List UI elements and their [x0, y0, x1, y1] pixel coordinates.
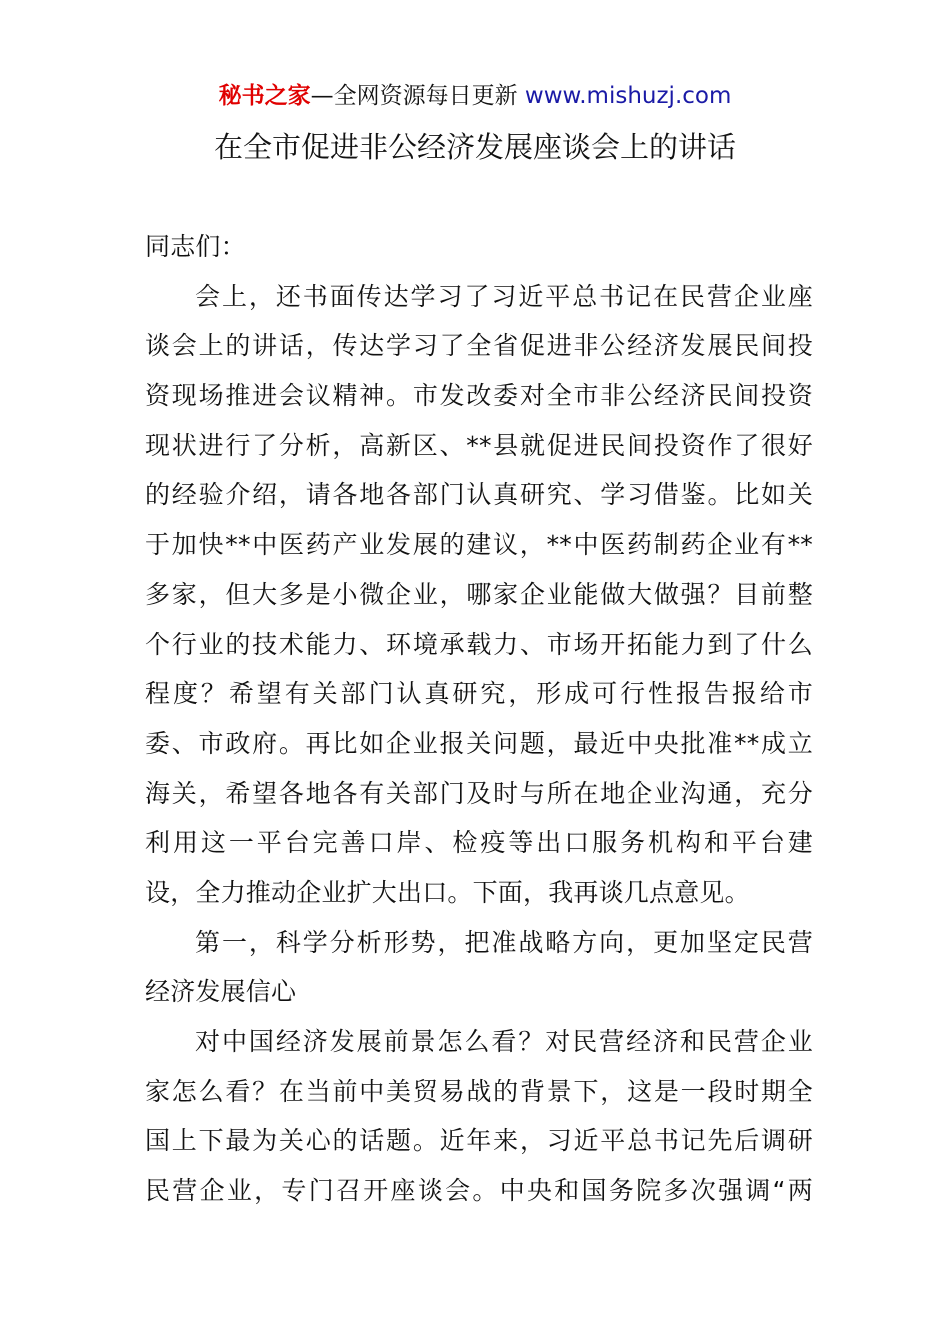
section-heading-line: 经济发展信心: [145, 977, 297, 1007]
paragraph-line: 委、市政府。再比如企业报关问题，最近中央批准**成立: [145, 728, 813, 758]
paragraph-line: 民营企业，专门召开座谈会。中央和国务院多次强调“两: [145, 1176, 813, 1206]
watermark-header: [0, 80, 950, 112]
paragraph-line: 个行业的技术能力、环境承载力、市场开拓能力到了什么: [145, 629, 813, 659]
header-tagline: —全网资源每日更新: [310, 83, 525, 109]
paragraph-line: 资现场推进会议精神。市发改委对全市非公经济民间投资: [145, 381, 813, 411]
paragraph-line: 对中国经济发展前景怎么看？对民营经济和民营企业: [195, 1027, 813, 1056]
paragraph-line: 谈会上的讲话，传达学习了全省促进非公经济发展民间投: [145, 331, 813, 361]
salutation-line: 同志们：: [145, 232, 246, 261]
paragraph-line: 家怎么看？在当前中美贸易战的背景下，这是一段时期全: [145, 1076, 813, 1106]
paragraph-line: 国上下最为关心的话题。近年来，习近平总书记先后调研: [145, 1126, 813, 1156]
site-url: www.mishuzj.com: [524, 83, 732, 109]
paragraph-line: 现状进行了分析，高新区、**县就促进民间投资作了很好: [145, 430, 813, 460]
paragraph-line: 利用这一平台完善口岸、检疫等出口服务机构和平台建: [145, 828, 813, 858]
paragraph-line: 会上，还书面传达学习了习近平总书记在民营企业座: [195, 281, 813, 311]
document-body: [145, 222, 813, 1216]
section-heading-line: 第一，科学分析形势，把准战略方向，更加坚定民营: [195, 927, 813, 957]
brand-name: 秘书之家: [218, 83, 311, 109]
paragraph-line: 程度？希望有关部门认真研究，形成可行性报告报给市: [145, 679, 813, 709]
paragraph-line: 多家，但大多是小微企业，哪家企业能做大做强？目前整: [145, 579, 813, 609]
document-title: 在全市促进非公经济发展座谈会上的讲话: [213, 130, 736, 164]
paragraph-line: 的经验介绍，请各地各部门认真研究、学习借鉴。比如关: [145, 480, 813, 510]
paragraph-line: 于加快**中医药产业发展的建议，**中医药制药企业有**: [145, 530, 813, 560]
paragraph-line: 设，全力推动企业扩大出口。下面，我再谈几点意见。: [145, 877, 750, 907]
paragraph-line: 海关，希望各地各有关部门及时与所在地企业沟通，充分: [145, 778, 813, 808]
